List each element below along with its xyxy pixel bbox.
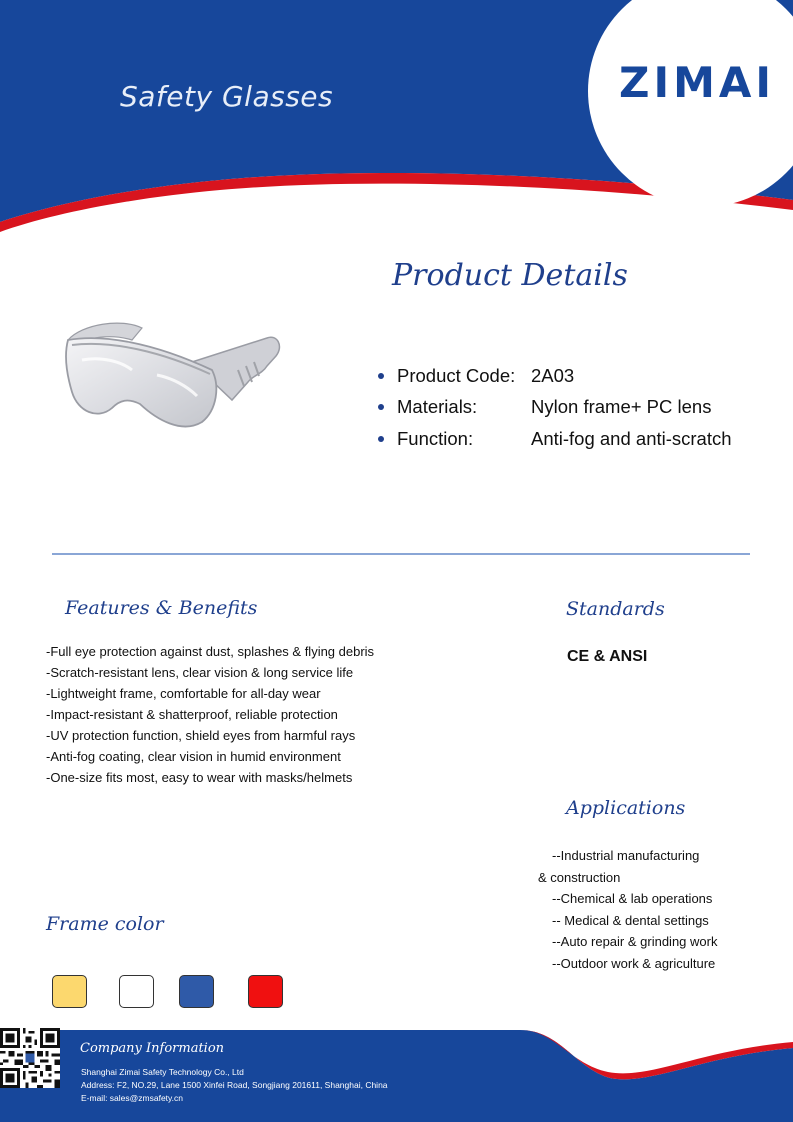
spec-row-materials	[378, 392, 732, 424]
company-address: Address: F2, NO.29, Lane 1500 Xinfei Road, Songjiang 201611, Shanghai, China	[81, 1080, 388, 1090]
spec-value: 2A03	[531, 364, 575, 386]
feature-item: -UV protection function, shield eyes from harmful rays	[46, 728, 356, 743]
company-info-heading: Company Information	[80, 1041, 225, 1056]
features-heading: Features & Benefits	[65, 597, 258, 619]
feature-item: -One-size fits most, easy to wear with masks/helmets	[46, 770, 353, 785]
swatch-red	[248, 975, 283, 1008]
spec-label: Materials:	[397, 396, 478, 418]
swatch-yellow	[52, 975, 87, 1008]
feature-item: -Full eye protection against dust, splashes & flying debris	[46, 644, 375, 659]
brand-logo: ZIMAI	[618, 58, 775, 107]
features-list	[46, 641, 374, 788]
company-name: Shanghai Zimai Safety Technology Co., Ltd	[81, 1067, 244, 1077]
bullet-icon	[378, 404, 384, 410]
swatch-blue	[179, 975, 214, 1008]
document-title: Safety Glasses	[120, 80, 334, 113]
spec-label: Function:	[397, 427, 474, 449]
frame-color-heading: Frame color	[46, 913, 164, 935]
feature-item: -Lightweight frame, comfortable for all-day wear	[46, 686, 321, 701]
spec-value: Anti-fog and anti-scratch	[531, 427, 732, 449]
application-item: --Chemical & lab operations	[552, 891, 713, 907]
safety-glasses-image	[62, 300, 290, 440]
spec-label: Product Code:	[397, 364, 516, 386]
applications-heading: Applications	[566, 797, 686, 819]
swatch-white	[119, 975, 154, 1008]
bullet-icon	[378, 436, 384, 442]
company-email: E-mail: sales@zmsafety.cn	[81, 1093, 183, 1103]
company-details	[81, 1066, 388, 1105]
application-item: --Auto repair & grinding work	[552, 934, 718, 950]
header-banner	[0, 0, 793, 240]
spec-list	[378, 360, 732, 455]
feature-item: -Impact-resistant & shatterproof, reliable protection	[46, 707, 338, 722]
spec-value: Nylon frame+ PC lens	[531, 396, 712, 418]
standards-value: CE & ANSI	[567, 648, 648, 665]
bullet-icon	[378, 373, 384, 379]
spec-row-product-code	[378, 360, 732, 392]
section-divider	[52, 553, 750, 555]
footer-banner	[0, 1028, 793, 1122]
feature-item: -Anti-fog coating, clear vision in humid environment	[46, 749, 341, 764]
application-item: -- Medical & dental settings	[552, 912, 709, 928]
spec-row-function	[378, 423, 732, 455]
application-item: --Industrial manufacturing	[552, 848, 700, 863]
standards-heading: Standards	[566, 598, 665, 620]
qr-code-icon[interactable]	[0, 1028, 60, 1088]
feature-item: -Scratch-resistant lens, clear vision & long service life	[46, 665, 354, 680]
application-item: & construction	[538, 869, 621, 885]
application-item: --Outdoor work & agriculture	[552, 955, 716, 971]
applications-list	[538, 845, 718, 975]
product-details-heading: Product Details	[392, 258, 628, 293]
